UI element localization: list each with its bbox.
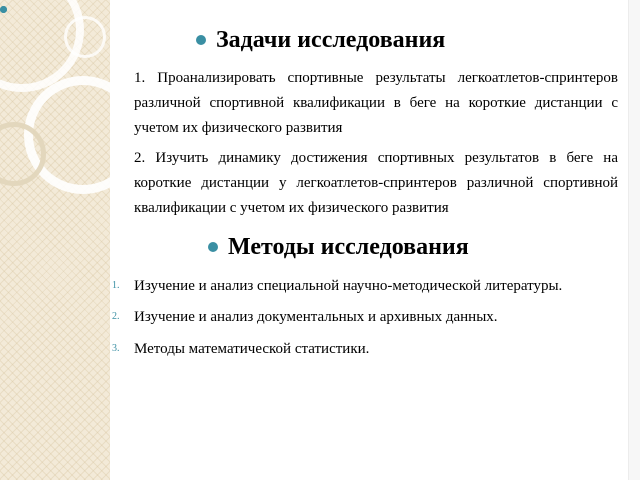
task-item-1: 1. Проанализировать спортивные результаты легкоатлетов-спринтеров различной спортивной квалификации в беге на короткие дистанции с учетом их физического развития	[134, 70, 618, 136]
method-item-1: Изучение и анализ специальной научно-методической литературы.	[134, 278, 563, 294]
method-item-3: Методы математической статистики.	[134, 341, 370, 357]
methods-heading	[228, 233, 469, 261]
decorative-ring	[64, 16, 106, 58]
tasks-heading	[216, 26, 445, 54]
bullet-icon	[0, 6, 7, 13]
method-number: 2.	[112, 311, 120, 322]
bullet-icon	[196, 35, 206, 45]
task-item-2: 2. Изучить динамику достижения спортивных результатов в беге на короткие дистанции у легкоатлетов-спринтеров различной спортивной квалификации с учетом их физического развития	[134, 150, 618, 216]
decorative-side-panel	[0, 0, 110, 480]
method-number: 1.	[112, 280, 120, 291]
right-edge-strip	[628, 0, 640, 480]
method-item-2: Изучение и анализ документальных и архивных данных.	[134, 309, 498, 325]
methods-heading-text: Методы исследования	[228, 234, 469, 260]
tasks-heading-text: Задачи исследования	[216, 27, 446, 53]
method-number: 3.	[112, 343, 120, 354]
bullet-icon	[208, 242, 218, 252]
